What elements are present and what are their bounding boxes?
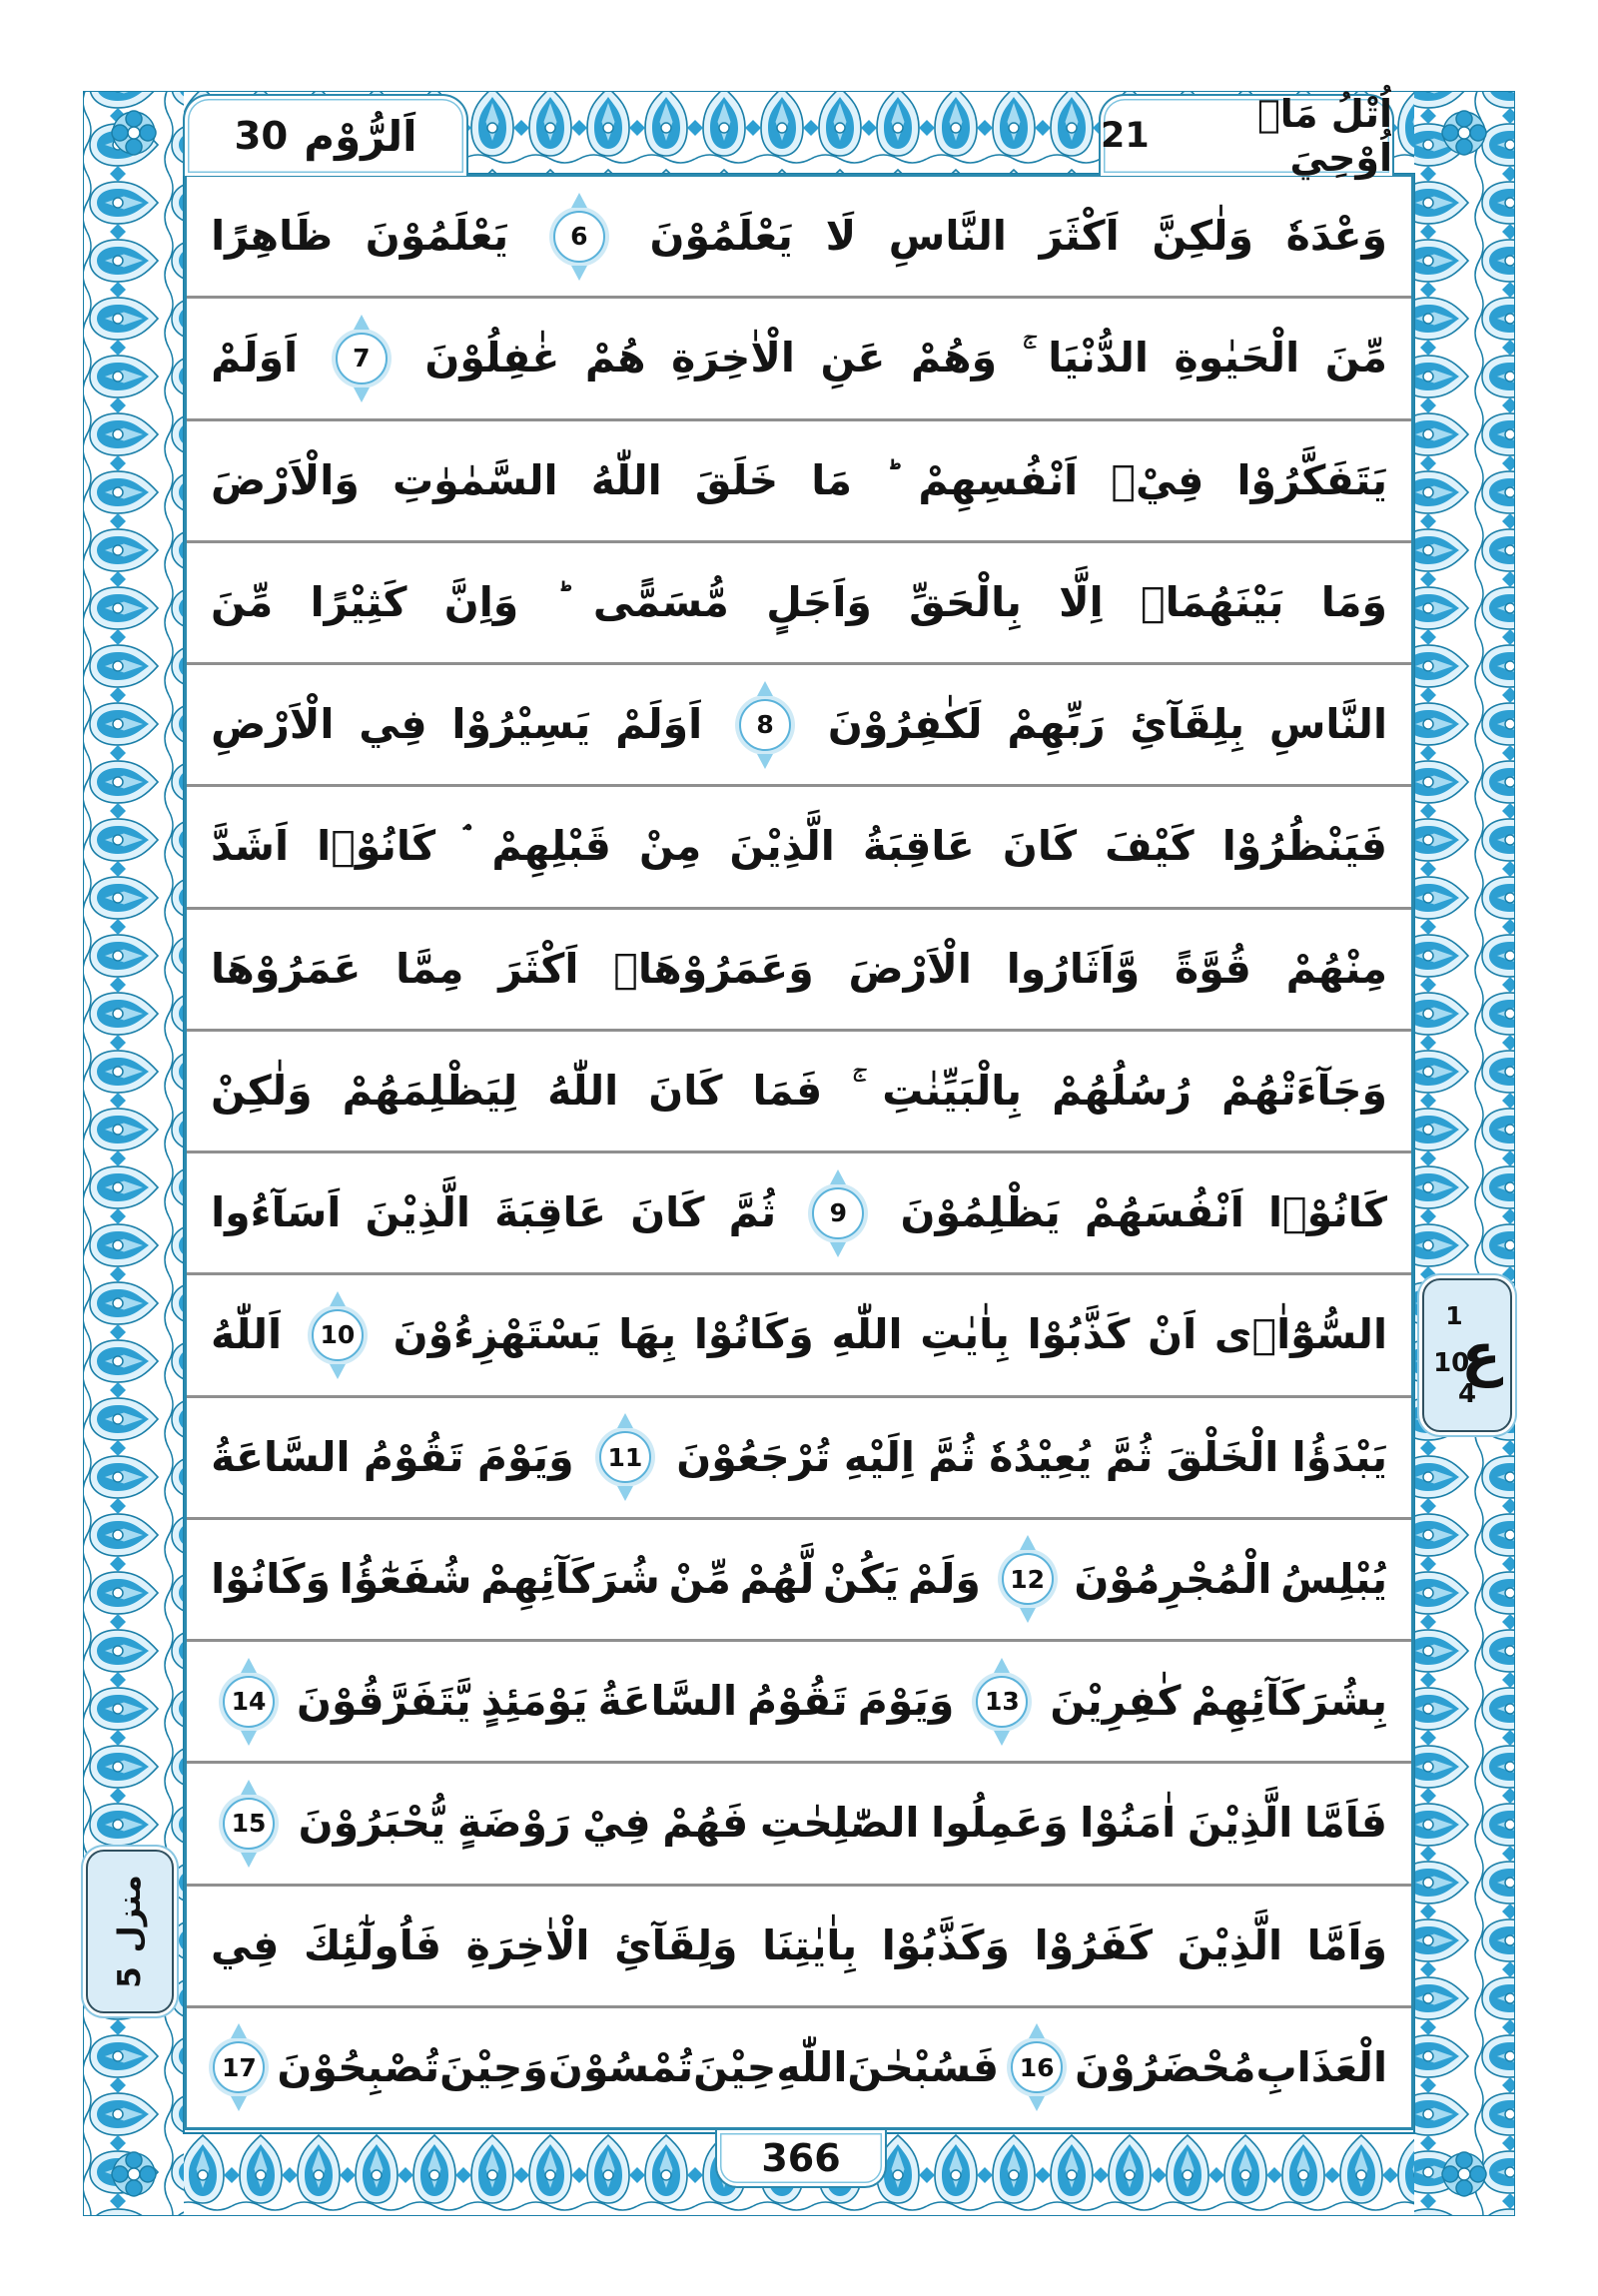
ayah-word: بِالْحَقِّ (909, 577, 1022, 626)
ayah-word: وَهُمْ (911, 334, 998, 383)
ayah-word: وَلَمْ (907, 1554, 981, 1603)
ayah-word: تُصْبِحُوْنَ (277, 2042, 440, 2091)
ayah-word: كَفَرُوْا (1034, 1920, 1153, 1969)
ayah-word: الصّٰلِحٰتِ (759, 1799, 920, 1848)
ayah-word: بِالْبَيِّنٰتِ (882, 1066, 1023, 1115)
verse-number: 14 (231, 1687, 267, 1717)
ayah-word: يَبْدَؤُا (1291, 1432, 1387, 1481)
ayah-word: ظَاهِرًا (211, 212, 334, 261)
ayah-word: يَّتَفَرَّقُوْنَ (297, 1677, 471, 1726)
verse-number: 12 (1010, 1564, 1046, 1594)
ayah-word: شُرَكَآئِهِمْ (480, 1554, 660, 1603)
quran-line (187, 177, 1411, 296)
verse-marker (223, 1798, 275, 1850)
ayah-word: عَاقِبَةُ (862, 822, 975, 871)
ayah-word: تُرْجَعُوْنَ (676, 1432, 831, 1481)
ayah-word: عَمَرُوْهَا (211, 944, 362, 993)
manzil-label: منزل (112, 1875, 149, 1953)
ayah-word: وَكَذَّبُوْا (881, 1920, 1010, 1969)
manzil-number: 5 (112, 1966, 149, 1988)
ayah-word: فِيْۤ (1111, 455, 1204, 504)
ayah-word: اللّٰهُ (590, 455, 662, 504)
ayah-word: السُّوْٓاٰۤى (1213, 1310, 1387, 1359)
ayah-word: اٰمَنُوْا (1080, 1799, 1177, 1848)
ayah-word: النَّاسِ (1268, 700, 1387, 749)
ayah-word: يَعْلَمُوْنَ (365, 212, 509, 261)
verse-marker (976, 1676, 1028, 1728)
ayah-word: اَنْفُسَهُمْ (1084, 1188, 1244, 1237)
surah-name: اَلرُّوْم (304, 111, 417, 161)
verse-marker (336, 333, 388, 384)
ayah-word: تُمْسُوْنَ (547, 2042, 694, 2091)
ayah-word: فَمَا (752, 1066, 823, 1115)
juz-number: 21 (1101, 116, 1150, 156)
ruku-ayat-count: 4 (1457, 1379, 1477, 1410)
ayah-word: اَكْثَرَ (1039, 212, 1120, 261)
ayah-word: الَّذِيْنَ (1177, 1920, 1283, 1969)
ayah-word: مُحْضَرُوْنَ (1075, 2042, 1256, 2091)
ayah-word: غٰفِلُوْنَ (424, 334, 560, 383)
verse-number: 17 (221, 2052, 257, 2082)
ayah-word: رَوْضَةٍ (456, 1799, 571, 1848)
verse-number: 13 (984, 1687, 1020, 1717)
ayah-word: وَلٰكِنْ (211, 1066, 313, 1115)
ayah-word: وَاَمَّا (1306, 1920, 1387, 1969)
ayah-word: اَسَآءُوا (211, 1188, 342, 1237)
quran-line (187, 1150, 1411, 1272)
ayah-word: اَللّٰهُ (211, 1310, 283, 1359)
ayah-word: كَانَ (630, 1188, 705, 1237)
ayah-word: فِيْ (582, 1799, 651, 1848)
quran-line (187, 1395, 1411, 1517)
ayah-word: الْاَرْضِ (211, 700, 335, 749)
ayah-word: الْعَذَابِ (1255, 2042, 1387, 2091)
ayah-word: وَيَوْمَ (476, 1432, 574, 1481)
ayah-word: يَسْتَهْزِءُوْنَ (393, 1310, 601, 1359)
ruku-center (1433, 1319, 1501, 1388)
verse-marker (553, 211, 605, 263)
ayah-word: اَوَلَمْ (615, 700, 703, 749)
ayah-word: لَكٰفِرُوْنَ (827, 700, 983, 749)
ayah-word: وَالْاَرْضَ (211, 455, 360, 504)
ayah-word: يَكُنْ (822, 1554, 900, 1603)
ayah-word: فَسُبْحٰنَ (847, 2042, 1000, 2091)
ayah-word: يَوْمَئِذٍ (480, 1677, 588, 1726)
ayah-word: فَاُولٰٓئِكَ (303, 1920, 441, 1969)
ayah-word: النَّاسِ (888, 212, 1007, 261)
verse-marker (223, 1676, 275, 1728)
ayah-word: اَوَلَمْ (211, 334, 299, 383)
ayah-word: قَبْلِهِمْ (491, 822, 611, 871)
ayah-word: لَا (825, 212, 857, 261)
ayah-word: بِلِقَآئِ (1130, 700, 1245, 749)
ayah-word: وَلٰكِنَّ (1152, 212, 1253, 261)
ayah-word: الْاَرْضَ (848, 944, 972, 993)
ruku-number-juz: 10 (1433, 1347, 1470, 1378)
ayah-word: ثُمَّ (728, 1188, 777, 1237)
ayah-word: وَمَا (1320, 577, 1387, 626)
ayah-word: وَعَمَرُوْهَاۤ (613, 944, 814, 993)
ayah-word: كَانَ (1002, 822, 1078, 871)
ayah-word: فَهُمْ (662, 1799, 749, 1848)
verse-marker (213, 2041, 265, 2093)
manzil-inner (112, 1875, 148, 1988)
ayah-word: كَذَّبُوْا (1027, 1310, 1131, 1359)
ayah-word: وَيَوْمَ (857, 1677, 955, 1726)
ayah-word: السَّاعَةُ (211, 1432, 351, 1481)
quran-line (187, 540, 1411, 662)
verse-number: 11 (607, 1442, 643, 1472)
ayah-word: فِي (359, 700, 427, 749)
ayah-word: اللّٰهُ (547, 1066, 619, 1115)
verse-marker (599, 1431, 651, 1483)
ayah-word: اَنْ (1148, 1310, 1198, 1359)
ayah-word: تَقُوْمُ (363, 1432, 464, 1481)
quran-line (187, 1884, 1411, 2005)
ayah-word: تَقُوْمُ (747, 1677, 848, 1726)
verse-marker (739, 699, 791, 751)
ayah-word: وَّاَثَارُوا (1006, 944, 1141, 993)
ayah-word: يَظْلِمُوْنَ (900, 1188, 1061, 1237)
ayah-word: ثُمَّ (1105, 1432, 1154, 1481)
ayah-word: الْاٰخِرَةِ (465, 1920, 590, 1969)
ayah-word: يَعْلَمُوْنَ (649, 212, 793, 261)
ayah-word: رَبِّهِمْ (1007, 700, 1106, 749)
ayah-word: خَلَقَ (694, 455, 779, 504)
ayah-word: اِلَيْهِ (843, 1432, 915, 1481)
ayah-word: قُوَّةً (1175, 944, 1251, 993)
verse-number: 7 (353, 344, 371, 374)
verse-number: 16 (1019, 2052, 1055, 2082)
ayah-word: فِي (211, 1920, 280, 1969)
ayah-word: وَعَمِلُوا (931, 1799, 1069, 1848)
quran-line (187, 1029, 1411, 1150)
ayah-word: كٰفِرِيْنَ (1050, 1677, 1182, 1726)
ayah-word: حِيْنَ (693, 2042, 777, 2091)
quran-line (187, 1761, 1411, 1883)
ayah-word: يُعِيْدُهٗ (989, 1432, 1093, 1481)
ayah-word: اَشَدَّ (211, 822, 290, 871)
quran-line (187, 1272, 1411, 1394)
quran-line (187, 2005, 1411, 2127)
ayah-word: الَّذِيْنَ (729, 822, 835, 871)
ayah-word: مِّنْ (668, 1554, 731, 1603)
verse-number: 15 (231, 1809, 267, 1839)
ayah-word: بِشُرَكَآئِهِمْ (1191, 1677, 1387, 1726)
verse-number: 8 (756, 710, 774, 740)
surah-header-tab (183, 94, 468, 176)
page-number: 366 (761, 2136, 841, 2180)
ayah-word: كَثِيْرًا (310, 577, 407, 626)
ayah-word: بِاٰيٰتِنَا (762, 1920, 858, 1969)
ruku-marker-badge (1422, 1278, 1512, 1432)
ruku-ain-letter: ع (1461, 1319, 1501, 1388)
ayah-word: وَكَانُوْا (693, 1310, 814, 1359)
quran-line (187, 1639, 1411, 1761)
ayah-word: اَنْفُسِهِمْ (918, 455, 1079, 504)
verse-marker (1002, 1553, 1054, 1605)
ayah-word: شُفَعٰٓؤُا (339, 1554, 472, 1603)
ruku-number-surah: 1 (1445, 1300, 1463, 1330)
ayah-word: بِاٰيٰتِ (920, 1310, 1010, 1359)
ayah-word: رُسُلُهُمْ (1052, 1066, 1192, 1115)
verse-number: 10 (320, 1320, 356, 1350)
quran-line (187, 907, 1411, 1029)
ayah-word: وَحِيْنَ (439, 2042, 548, 2091)
ayah-word: كَانُوْۤا (1268, 1188, 1387, 1237)
quran-line (187, 784, 1411, 906)
ayah-word: كَانُوْۤا (317, 822, 436, 871)
ayah-word: الدُّنْيَا (1048, 334, 1149, 383)
ayah-word: كَيْفَ (1105, 822, 1195, 871)
ayah-word: الْحَيٰوةِ (1174, 334, 1300, 383)
ayah-word: وَاَجَلٍ (766, 577, 872, 626)
quran-lines (184, 174, 1414, 2130)
ayah-word: الَّذِيْنَ (1187, 1799, 1293, 1848)
ayah-word: وَجَآءَتْهُمْ (1220, 1066, 1387, 1115)
ayah-word: الَّذِيْنَ (365, 1188, 470, 1237)
quran-line (187, 296, 1411, 417)
ayah-word: السَّمٰوٰتِ (392, 455, 558, 504)
ayah-word: هُمْ (584, 334, 646, 383)
ayah-word: لِيَظْلِمَهُمْ (342, 1066, 518, 1115)
page-number-tab (715, 2130, 887, 2188)
ayah-word: فَاَمَّا (1303, 1799, 1387, 1848)
ayah-word: يُبْلِسُ (1280, 1554, 1387, 1603)
ayah-word: لَّهُمْ (739, 1554, 815, 1603)
juz-header-tab (1099, 92, 1394, 180)
manzil-badge (86, 1850, 174, 2013)
ayah-word: مِنْهُمْ (1285, 944, 1387, 993)
ayah-word: اَكْثَرَ (498, 944, 579, 993)
ayah-word: الْاٰخِرَةِ (671, 334, 795, 383)
quran-line (187, 1517, 1411, 1639)
ayah-word: مُّسَمًّى (592, 577, 729, 626)
ayah-word: مَا (811, 455, 853, 504)
ayah-word: عَنِ (820, 334, 886, 383)
ayah-word: يُّحْبَرُوْنَ (298, 1799, 446, 1848)
ayah-word: بِهَا (618, 1310, 677, 1359)
ayah-word: اِلَّا (1059, 577, 1104, 626)
surah-number: 30 (234, 113, 289, 159)
ayah-word: مِّنَ (211, 577, 274, 626)
ayah-word: مِنْ (638, 822, 702, 871)
ayah-word: الْخَلْقَ (1166, 1432, 1279, 1481)
ayah-word: وَكَانُوْا (211, 1554, 331, 1603)
ayah-word: وَعْدَهٗ (1285, 212, 1387, 261)
ayah-word: عَاقِبَةَ (494, 1188, 607, 1237)
quran-line (187, 418, 1411, 540)
verse-number: 6 (570, 222, 588, 252)
ayah-word: بَيْنَهُمَاۤ (1141, 577, 1284, 626)
ayah-word: كَانَ (648, 1066, 723, 1115)
ayah-word: اللّٰهِ (831, 1310, 903, 1359)
verse-number: 9 (829, 1198, 848, 1228)
verse-marker (812, 1187, 864, 1239)
ayah-word: وَاِنَّ (443, 577, 519, 626)
verse-marker (312, 1309, 364, 1361)
verse-marker (1011, 2041, 1063, 2093)
ayah-word: مِّنَ (1324, 334, 1387, 383)
ayah-word: فَيَنْظُرُوْا (1221, 822, 1387, 871)
ayah-word: ثُمَّ (928, 1432, 976, 1481)
ayah-word: يَسِيْرُوْا (451, 700, 591, 749)
juz-name: اُتْلُ مَاۤ اُوْحِيَ (1256, 92, 1392, 180)
ayah-word: الْمُجْرِمُوْنَ (1074, 1554, 1272, 1603)
quran-line (187, 662, 1411, 784)
ayah-word: السَّاعَةُ (597, 1677, 738, 1726)
ayah-word: اللّٰهِ (776, 2042, 848, 2091)
ayah-word: وَلِقَآئِ (614, 1920, 738, 1969)
ayah-word: يَتَفَكَّرُوْا (1236, 455, 1387, 504)
ayah-word: مِمَّا (396, 944, 464, 993)
